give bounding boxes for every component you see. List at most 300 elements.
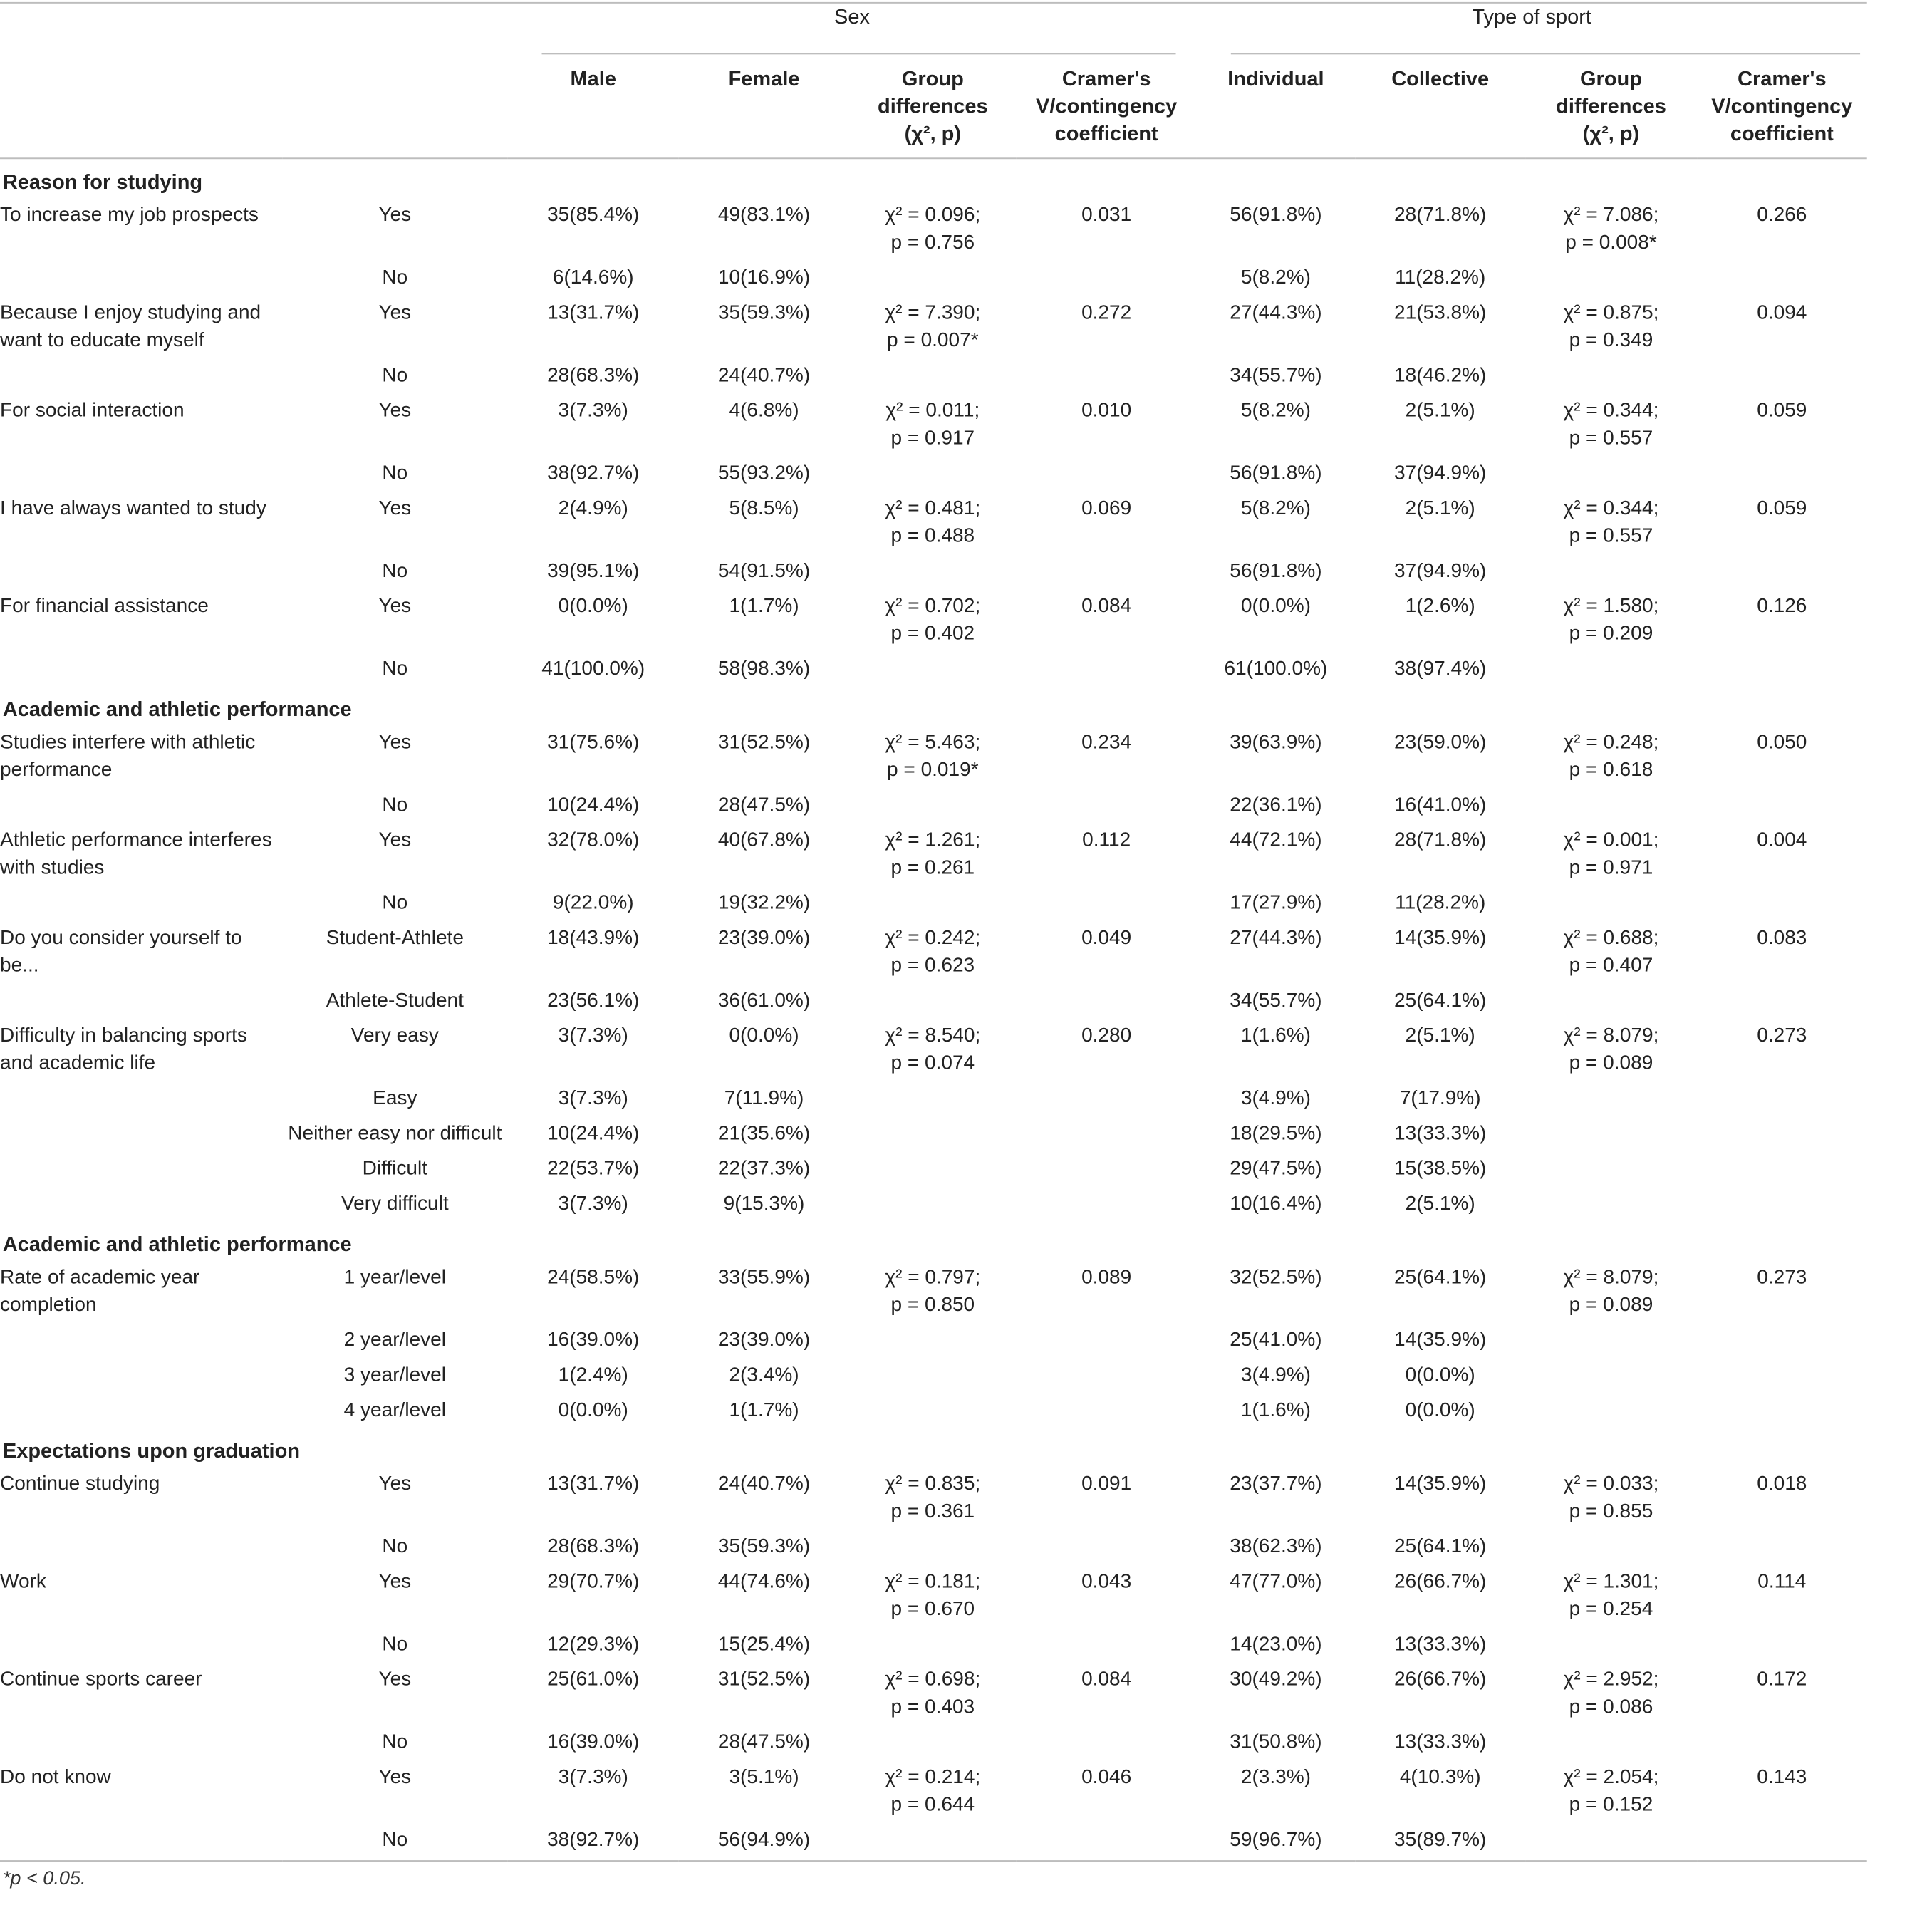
sport-p-value: p = 0.008* — [1565, 231, 1657, 254]
male-value: 10(24.4%) — [547, 794, 640, 816]
sex-cramers-v — [1017, 1393, 1197, 1428]
sport-p-value: p = 0.855 — [1569, 1500, 1653, 1522]
female-value: 23(39.0%) — [717, 1329, 811, 1351]
sport-cramers-v — [1697, 1081, 1867, 1116]
male-value: 9(22.0%) — [552, 891, 634, 914]
female-value: 2(3.4%) — [729, 1364, 799, 1386]
sport-cramers-v: 0.094 — [1757, 301, 1807, 324]
sport-cramers-v — [1697, 1322, 1867, 1357]
collective-value: 14(35.9%) — [1394, 1473, 1487, 1495]
table-row — [0, 1662, 1867, 1725]
sex-chi-square: χ² = 0.698; — [885, 1668, 981, 1691]
sport-cramers-v: 0.114 — [1757, 1570, 1807, 1593]
male-value: 28(68.3%) — [547, 1535, 640, 1557]
sex-chi-square: χ² = 0.181; — [885, 1570, 981, 1593]
item-label-empty — [0, 1116, 282, 1151]
sport-p-value: p = 0.557 — [1569, 427, 1653, 450]
col-header-female: Female — [679, 54, 849, 158]
individual-value: 56(91.8%) — [1230, 462, 1322, 484]
male-value: 3(7.3%) — [558, 1024, 628, 1047]
female-value: 24(40.7%) — [717, 1473, 811, 1495]
sex-group-difference — [849, 725, 1017, 788]
sex-p-value: p = 0.670 — [890, 1597, 975, 1620]
sport-cramers-v: 0.004 — [1757, 829, 1807, 851]
female-value: 56(94.9%) — [679, 1822, 849, 1861]
sport-group-difference — [1525, 1760, 1697, 1822]
male-value: 0(0.0%) — [558, 1398, 628, 1421]
table-row — [0, 1725, 1867, 1760]
table-row — [0, 823, 1867, 886]
collective-value: 2(5.1%) — [1405, 497, 1475, 519]
sport-cramers-v — [1697, 788, 1867, 823]
female-value: 28(47.5%) — [717, 794, 811, 816]
response-label: 4 year/level — [343, 1398, 446, 1421]
sex-group-difference — [849, 296, 1017, 358]
section-header-row — [0, 686, 1867, 725]
sex-chi-square: χ² = 0.214; — [885, 1765, 981, 1788]
response-label: Yes — [378, 594, 412, 617]
table-row — [0, 651, 1867, 686]
male-value: 23(56.1%) — [547, 989, 640, 1012]
table-row — [0, 1322, 1867, 1357]
male-value: 22(53.7%) — [547, 1157, 640, 1180]
female-value: 4(6.8%) — [729, 399, 799, 422]
sex-group-difference — [849, 1393, 1017, 1428]
table-wrap — [0, 4, 1867, 1862]
sport-group-difference — [1525, 1358, 1697, 1393]
sport-cramers-v — [1697, 1626, 1867, 1661]
sex-cramers-v — [1017, 456, 1197, 491]
section-header-row — [0, 158, 1867, 197]
individual-value: 56(91.8%) — [1230, 204, 1322, 226]
sport-cramers-v: 0.050 — [1757, 731, 1807, 754]
individual-value: 27(44.3%) — [1230, 926, 1322, 949]
female-value: 35(59.3%) — [717, 1535, 811, 1557]
item-label-empty — [0, 1822, 282, 1861]
individual-value: 31(50.8%) — [1230, 1730, 1322, 1753]
collective-value: 26(66.7%) — [1394, 1570, 1487, 1593]
female-value: 10(16.9%) — [717, 266, 811, 289]
response-label: No — [382, 462, 408, 484]
sex-cramers-v — [1017, 651, 1197, 686]
individual-value: 34(55.7%) — [1230, 989, 1322, 1012]
male-value: 24(58.5%) — [547, 1266, 640, 1289]
sport-cramers-v — [1697, 983, 1867, 1018]
collective-value: 14(35.9%) — [1394, 926, 1487, 949]
male-value: 13(31.7%) — [547, 1473, 640, 1495]
item-label-empty — [0, 1186, 282, 1221]
sport-group-difference — [1525, 1822, 1697, 1861]
male-value: 39(95.1%) — [547, 559, 640, 582]
table-row — [0, 1529, 1867, 1564]
item-label: Do not know — [0, 1765, 111, 1788]
response-label: No — [382, 559, 408, 582]
response-label: No — [382, 1730, 408, 1753]
table-row — [0, 983, 1867, 1018]
sport-cramers-v — [1697, 1358, 1867, 1393]
response-label: Yes — [378, 204, 412, 226]
individual-value: 0(0.0%) — [1240, 594, 1311, 617]
sex-cramers-v: 0.280 — [1081, 1024, 1132, 1047]
individual-value: 38(62.3%) — [1230, 1535, 1322, 1557]
female-value: 40(67.8%) — [717, 829, 811, 851]
sex-group-difference — [849, 823, 1017, 886]
sex-group-difference — [849, 1151, 1017, 1186]
sex-cramers-v — [1017, 1358, 1197, 1393]
sport-chi-square: χ² = 0.344; — [1563, 399, 1659, 422]
sport-chi-square: χ² = 0.688; — [1563, 926, 1659, 949]
table-body — [0, 158, 1867, 1861]
individual-value: 23(37.7%) — [1230, 1473, 1322, 1495]
sex-cramers-v — [1017, 554, 1197, 588]
table-row — [0, 1393, 1867, 1428]
item-label: To increase my job prospects — [0, 204, 259, 226]
sport-cramers-v — [1697, 260, 1867, 295]
collective-value: 37(94.9%) — [1394, 462, 1487, 484]
sex-chi-square: χ² = 0.242; — [885, 926, 981, 949]
response-label: Yes — [378, 399, 412, 422]
male-value: 41(100.0%) — [541, 657, 645, 680]
col-header-group-diff-sport: Group differences (χ², p) — [1525, 54, 1697, 158]
collective-value: 2(5.1%) — [1405, 1192, 1475, 1215]
sex-p-value: p = 0.261 — [890, 856, 975, 879]
group-header-sport-label: Type of sport — [1472, 5, 1591, 28]
sport-group-difference — [1525, 651, 1697, 686]
response-label: Difficult — [362, 1157, 428, 1180]
table-row — [0, 296, 1867, 358]
collective-value: 13(33.3%) — [1394, 1633, 1487, 1656]
female-value: 1(1.7%) — [729, 594, 799, 617]
group-header-sex-label: Sex — [833, 5, 870, 28]
sport-group-difference — [1525, 197, 1697, 260]
sport-cramers-v — [1697, 1186, 1867, 1221]
header-row-groups — [0, 4, 1867, 53]
female-value: 31(52.5%) — [717, 731, 811, 754]
item-label: Athletic performance interferes with studies — [0, 829, 272, 879]
sport-chi-square: χ² = 0.001; — [1563, 829, 1659, 851]
item-label: For social interaction — [0, 399, 185, 422]
response-label: Yes — [378, 1668, 412, 1691]
sex-group-difference — [849, 588, 1017, 651]
sex-cramers-v — [1017, 1186, 1197, 1221]
sport-group-difference — [1525, 588, 1697, 651]
collective-value: 35(89.7%) — [1355, 1822, 1525, 1861]
sport-group-difference — [1525, 823, 1697, 886]
sport-chi-square: χ² = 8.079; — [1563, 1024, 1659, 1047]
individual-value: 5(8.2%) — [1240, 266, 1311, 289]
item-label-empty — [0, 260, 282, 295]
sex-group-difference — [849, 1018, 1017, 1081]
sport-chi-square: χ² = 2.054; — [1563, 1765, 1659, 1788]
male-value: 16(39.0%) — [547, 1730, 640, 1753]
individual-value: 18(29.5%) — [1230, 1122, 1322, 1145]
table-row — [0, 456, 1867, 491]
response-label: No — [282, 1822, 507, 1861]
sport-cramers-v: 0.126 — [1757, 594, 1807, 617]
sex-group-difference — [849, 788, 1017, 823]
female-value: 36(61.0%) — [717, 989, 811, 1012]
item-label: Rate of academic year completion — [0, 1266, 200, 1316]
female-value: 31(52.5%) — [717, 1668, 811, 1691]
item-label-empty — [0, 358, 282, 393]
table-row — [0, 1466, 1867, 1529]
male-value: 3(7.3%) — [558, 1086, 628, 1109]
female-value: 21(35.6%) — [717, 1122, 811, 1145]
sport-chi-square: χ² = 0.248; — [1563, 731, 1659, 754]
individual-value: 34(55.7%) — [1230, 364, 1322, 387]
table-row — [0, 1822, 1867, 1861]
col-header-cramer-sport: Cramer's V/contingency coefficient — [1697, 54, 1867, 158]
collective-value: 25(64.1%) — [1394, 1266, 1487, 1289]
sex-cramers-v: 0.084 — [1081, 1668, 1132, 1691]
individual-value: 17(27.9%) — [1230, 891, 1322, 914]
item-label-empty — [0, 1081, 282, 1116]
collective-value: 18(46.2%) — [1394, 364, 1487, 387]
item-label-empty — [0, 886, 282, 920]
collective-value: 13(33.3%) — [1394, 1730, 1487, 1753]
female-value: 5(8.5%) — [729, 497, 799, 519]
col-header-male: Male — [507, 54, 679, 158]
section-title: Expectations upon graduation — [2, 1439, 301, 1463]
sex-cramers-v: 0.112 — [1082, 829, 1131, 851]
individual-value: 30(49.2%) — [1230, 1668, 1322, 1691]
sex-cramers-v — [1017, 1725, 1197, 1760]
sport-group-difference — [1525, 1564, 1697, 1627]
sex-group-difference — [849, 920, 1017, 983]
collective-value: 38(97.4%) — [1394, 657, 1487, 680]
sport-cramers-v — [1697, 1393, 1867, 1428]
item-label: Do you consider yourself to be... — [0, 926, 242, 977]
sport-group-difference — [1525, 296, 1697, 358]
individual-value: 22(36.1%) — [1230, 794, 1322, 816]
sex-cramers-v: 0.031 — [1081, 204, 1132, 226]
sex-cramers-v — [1017, 1151, 1197, 1186]
sport-cramers-v: 0.083 — [1757, 926, 1807, 949]
male-value: 3(7.3%) — [558, 1765, 628, 1788]
table-row — [0, 260, 1867, 295]
collective-value: 23(59.0%) — [1394, 731, 1487, 754]
sport-group-difference — [1525, 1626, 1697, 1661]
response-label: No — [382, 1535, 408, 1557]
sex-chi-square: χ² = 0.096; — [885, 204, 981, 226]
item-label-empty — [0, 1151, 282, 1186]
response-label: Student-Athlete — [326, 926, 464, 949]
sport-cramers-v — [1697, 456, 1867, 491]
sex-group-difference — [849, 1081, 1017, 1116]
collective-value: 2(5.1%) — [1405, 1024, 1475, 1047]
sport-p-value: p = 0.407 — [1569, 954, 1653, 977]
table-row — [0, 1018, 1867, 1081]
sex-cramers-v: 0.043 — [1081, 1570, 1132, 1593]
sex-p-value: p = 0.074 — [890, 1052, 975, 1074]
sport-p-value: p = 0.152 — [1569, 1793, 1653, 1816]
sex-chi-square: χ² = 0.797; — [885, 1266, 981, 1289]
sport-p-value: p = 0.209 — [1569, 622, 1653, 645]
response-label: Very easy — [350, 1024, 439, 1047]
sex-cramers-v: 0.046 — [1081, 1765, 1132, 1788]
sport-p-value: p = 0.086 — [1569, 1696, 1653, 1718]
header-row-columns — [0, 54, 1867, 158]
sport-p-value: p = 0.557 — [1569, 524, 1653, 547]
sex-chi-square: χ² = 8.540; — [885, 1024, 981, 1047]
male-value: 12(29.3%) — [547, 1633, 640, 1656]
individual-value: 2(3.3%) — [1240, 1765, 1311, 1788]
table-row — [0, 393, 1867, 456]
collective-value: 13(33.3%) — [1394, 1122, 1487, 1145]
sex-p-value: p = 0.403 — [890, 1696, 975, 1718]
table-row — [0, 1626, 1867, 1661]
sport-cramers-v — [1697, 358, 1867, 393]
sport-cramers-v — [1697, 1116, 1867, 1151]
sport-cramers-v — [1697, 651, 1867, 686]
sport-group-difference — [1525, 393, 1697, 456]
sex-cramers-v — [1017, 1081, 1197, 1116]
item-label: Studies interfere with athletic performance — [0, 731, 256, 781]
response-label: No — [382, 364, 408, 387]
sex-cramers-v — [1017, 1322, 1197, 1357]
individual-value: 44(72.1%) — [1230, 829, 1322, 851]
female-value: 19(32.2%) — [717, 891, 811, 914]
sport-group-difference — [1525, 886, 1697, 920]
male-value: 1(2.4%) — [558, 1364, 628, 1386]
sport-group-difference — [1525, 260, 1697, 295]
sex-cramers-v — [1017, 1822, 1197, 1861]
sex-p-value: p = 0.756 — [890, 231, 975, 254]
response-label: Yes — [378, 1765, 412, 1788]
sex-group-difference — [849, 456, 1017, 491]
sport-chi-square: χ² = 8.079; — [1563, 1266, 1659, 1289]
item-label: Continue sports career — [0, 1668, 202, 1691]
male-value: 3(7.3%) — [558, 1192, 628, 1215]
sex-p-value: p = 0.007* — [887, 328, 979, 351]
sex-group-difference — [849, 1564, 1017, 1627]
individual-value: 1(1.6%) — [1240, 1398, 1311, 1421]
item-label-empty — [0, 788, 282, 823]
individual-value: 10(16.4%) — [1230, 1192, 1322, 1215]
sex-chi-square: χ² = 0.835; — [885, 1473, 981, 1495]
item-label-empty — [0, 456, 282, 491]
sport-group-difference — [1525, 1116, 1697, 1151]
sport-group-difference — [1525, 1151, 1697, 1186]
sex-cramers-v — [1017, 1626, 1197, 1661]
item-label-empty — [0, 1393, 282, 1428]
sport-cramers-v: 0.059 — [1757, 497, 1807, 519]
individual-value: 59(96.7%) — [1197, 1822, 1356, 1861]
male-value: 28(68.3%) — [547, 364, 640, 387]
response-label: No — [382, 891, 408, 914]
male-value: 13(31.7%) — [547, 301, 640, 324]
item-label: Difficulty in balancing sports and academic life — [0, 1024, 247, 1074]
sex-group-difference — [849, 1725, 1017, 1760]
response-label: 1 year/level — [343, 1266, 446, 1289]
item-label-empty — [0, 1322, 282, 1357]
sport-group-difference — [1525, 1393, 1697, 1428]
individual-value: 5(8.2%) — [1240, 497, 1311, 519]
table-row — [0, 725, 1867, 788]
item-label-empty — [0, 1529, 282, 1564]
sex-group-difference — [849, 651, 1017, 686]
male-value: 35(85.4%) — [547, 204, 640, 226]
sport-chi-square: χ² = 0.875; — [1563, 301, 1659, 324]
male-value: 6(14.6%) — [552, 266, 634, 289]
section-header-row — [0, 1221, 1867, 1260]
sex-p-value: p = 0.644 — [890, 1793, 975, 1816]
sex-group-difference — [849, 1358, 1017, 1393]
sport-group-difference — [1525, 725, 1697, 788]
collective-value: 25(64.1%) — [1394, 1535, 1487, 1557]
response-label: Neither easy nor difficult — [288, 1122, 502, 1145]
item-label-empty — [0, 1626, 282, 1661]
sex-group-difference — [849, 1662, 1017, 1725]
sex-cramers-v — [1017, 1116, 1197, 1151]
sex-chi-square: χ² = 0.011; — [886, 399, 980, 422]
individual-value: 47(77.0%) — [1230, 1570, 1322, 1593]
sex-group-difference — [849, 886, 1017, 920]
group-header-sport — [1197, 4, 1867, 53]
item-label-empty — [0, 651, 282, 686]
individual-value: 1(1.6%) — [1240, 1024, 1311, 1047]
female-value: 9(15.3%) — [723, 1192, 805, 1215]
sport-cramers-v — [1697, 1151, 1867, 1186]
item-label-empty — [0, 1725, 282, 1760]
sex-cramers-v: 0.010 — [1081, 399, 1132, 422]
sport-group-difference — [1525, 1662, 1697, 1725]
individual-value: 32(52.5%) — [1230, 1266, 1322, 1289]
table-row — [0, 1081, 1867, 1116]
male-value: 18(43.9%) — [547, 926, 640, 949]
statistics-table — [0, 4, 1867, 1862]
sport-group-difference — [1525, 1725, 1697, 1760]
sex-cramers-v: 0.089 — [1081, 1266, 1132, 1289]
male-value: 16(39.0%) — [547, 1329, 640, 1351]
male-value: 31(75.6%) — [547, 731, 640, 754]
sport-group-difference — [1525, 920, 1697, 983]
sport-p-value: p = 0.089 — [1569, 1293, 1653, 1316]
individual-value: 61(100.0%) — [1224, 657, 1328, 680]
sex-group-difference — [849, 1529, 1017, 1564]
response-label: Easy — [373, 1086, 417, 1109]
male-value: 0(0.0%) — [558, 594, 628, 617]
sport-chi-square: χ² = 7.086; — [1563, 204, 1659, 226]
sex-p-value: p = 0.488 — [890, 524, 975, 547]
sport-cramers-v: 0.266 — [1757, 204, 1807, 226]
sex-chi-square: χ² = 7.390; — [885, 301, 981, 324]
sex-chi-square: χ² = 1.261; — [885, 829, 981, 851]
sport-group-difference — [1525, 1260, 1697, 1322]
sex-cramers-v — [1017, 358, 1197, 393]
female-value: 22(37.3%) — [717, 1157, 811, 1180]
sex-p-value: p = 0.623 — [890, 954, 975, 977]
sex-cramers-v — [1017, 1529, 1197, 1564]
sex-cramers-v: 0.272 — [1081, 301, 1132, 324]
response-label: Yes — [378, 497, 412, 519]
sex-cramers-v: 0.069 — [1081, 497, 1132, 519]
sex-cramers-v — [1017, 260, 1197, 295]
sex-p-value: p = 0.361 — [890, 1500, 975, 1522]
collective-value: 28(71.8%) — [1394, 829, 1487, 851]
male-value: 25(61.0%) — [547, 1668, 640, 1691]
female-value: 1(1.7%) — [729, 1398, 799, 1421]
sex-group-difference — [849, 358, 1017, 393]
item-label: Continue studying — [0, 1473, 160, 1495]
item-label: Work — [0, 1570, 46, 1593]
collective-value: 0(0.0%) — [1405, 1364, 1475, 1386]
sex-cramers-v: 0.049 — [1081, 926, 1132, 949]
section-title: Academic and athletic performance — [2, 697, 352, 721]
table-row — [0, 1564, 1867, 1627]
individual-value: 56(91.8%) — [1230, 559, 1322, 582]
sport-p-value: p = 0.254 — [1569, 1597, 1653, 1620]
